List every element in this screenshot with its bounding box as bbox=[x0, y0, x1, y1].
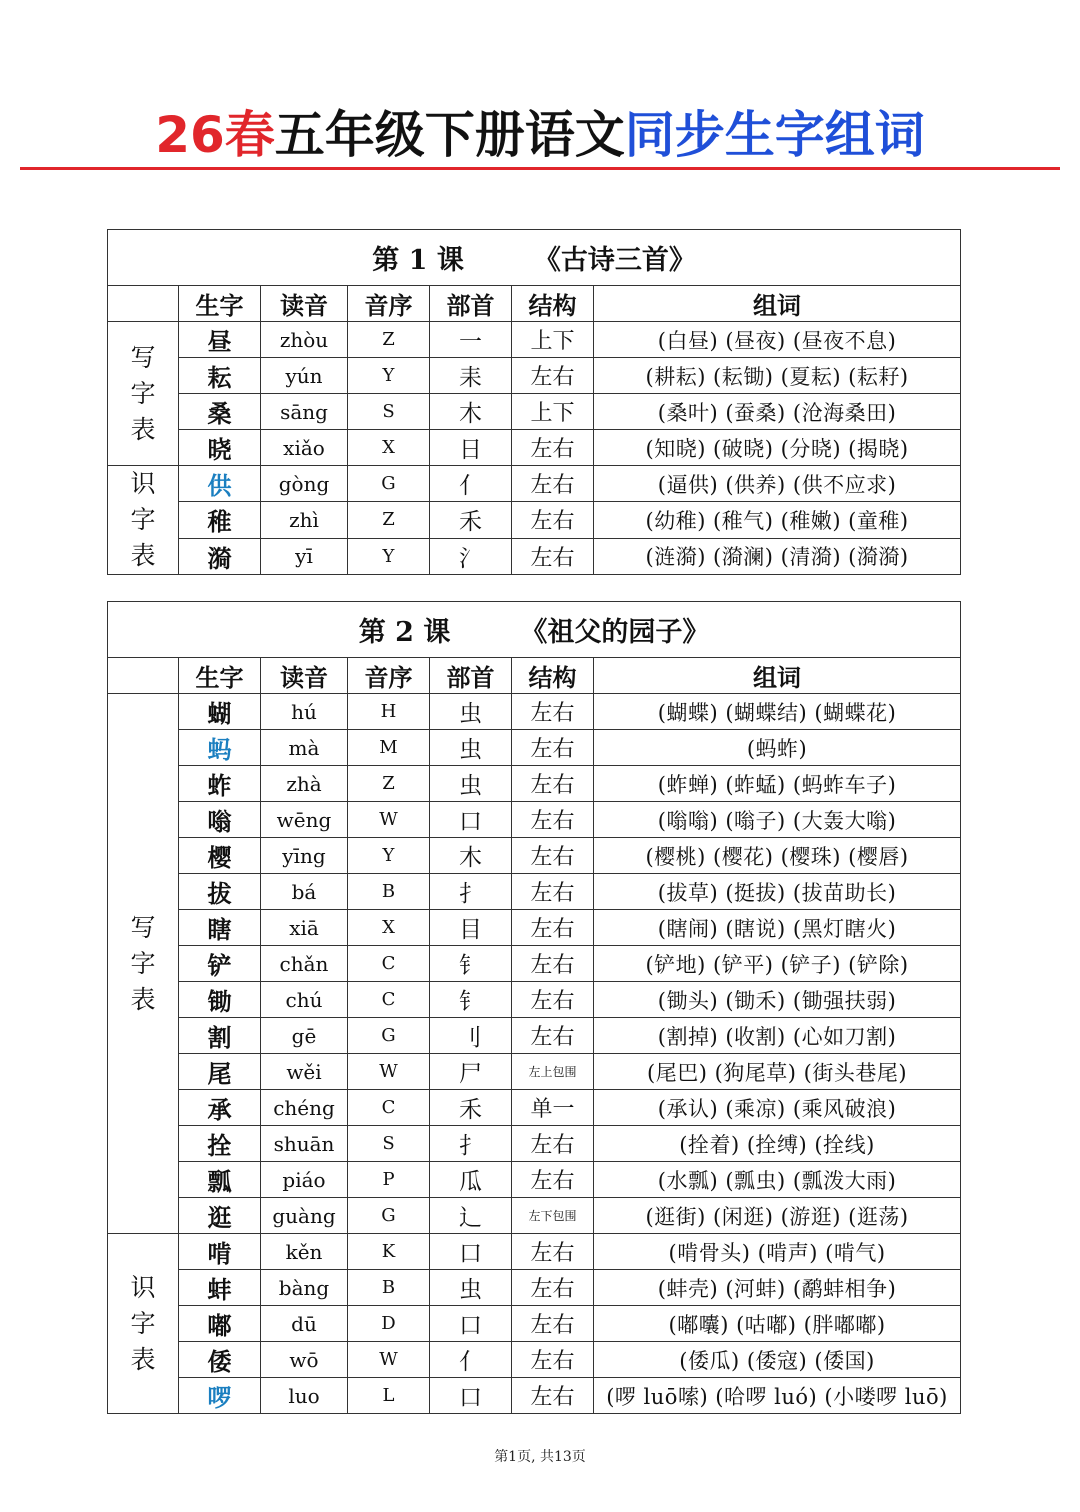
radical-cell: 辶 bbox=[430, 1198, 512, 1234]
group-label-char: 写 bbox=[130, 912, 156, 942]
radical-cell: 虫 bbox=[430, 766, 512, 802]
pinyin-cell: gòng bbox=[261, 466, 348, 502]
character-cell: 蚌 bbox=[179, 1270, 261, 1306]
table-row bbox=[108, 322, 961, 358]
table-row bbox=[108, 394, 961, 430]
column-header: 生字 bbox=[179, 286, 261, 322]
sequence-cell: L bbox=[348, 1378, 430, 1414]
pinyin-cell: luo bbox=[261, 1378, 348, 1414]
pinyin-cell: dū bbox=[261, 1306, 348, 1342]
lesson-caption bbox=[108, 602, 961, 658]
table-row bbox=[108, 910, 961, 946]
sequence-cell: X bbox=[348, 910, 430, 946]
radical-cell: 瓜 bbox=[430, 1162, 512, 1198]
page-title bbox=[0, 100, 1080, 170]
structure-cell: 上下 bbox=[512, 394, 594, 430]
words-cell: (蚌壳) (河蚌) (鹬蚌相争) bbox=[594, 1270, 961, 1306]
structure-cell: 左右 bbox=[512, 694, 594, 730]
table-row bbox=[108, 1126, 961, 1162]
pinyin-cell: yún bbox=[261, 358, 348, 394]
pinyin-cell: kěn bbox=[261, 1234, 348, 1270]
sequence-cell: Y bbox=[348, 838, 430, 874]
words-cell: (水瓢) (瓢虫) (瓢泼大雨) bbox=[594, 1162, 961, 1198]
radical-cell: 刂 bbox=[430, 1018, 512, 1054]
character-cell: 稚 bbox=[179, 502, 261, 538]
group-label-char: 写 bbox=[130, 342, 156, 372]
pinyin-cell: zhì bbox=[261, 502, 348, 538]
table-row bbox=[108, 538, 961, 574]
radical-cell: 亻 bbox=[430, 466, 512, 502]
structure-cell: 左右 bbox=[512, 1018, 594, 1054]
character-cell: 樱 bbox=[179, 838, 261, 874]
structure-cell: 左右 bbox=[512, 1126, 594, 1162]
column-header: 生字 bbox=[179, 658, 261, 694]
words-cell: (樱桃) (樱花) (樱珠) (樱唇) bbox=[594, 838, 961, 874]
words-cell: (嘟囔) (咕嘟) (胖嘟嘟) bbox=[594, 1306, 961, 1342]
structure-cell: 左上包围 bbox=[512, 1054, 594, 1090]
words-cell: (逼供) (供养) (供不应求) bbox=[594, 466, 961, 502]
sequence-cell: Z bbox=[348, 766, 430, 802]
sequence-cell: H bbox=[348, 694, 430, 730]
character-cell: 锄 bbox=[179, 982, 261, 1018]
character-cell: 拔 bbox=[179, 874, 261, 910]
character-cell: 逛 bbox=[179, 1198, 261, 1234]
column-header: 部首 bbox=[430, 286, 512, 322]
words-cell: (桑叶) (蚕桑) (沧海桑田) bbox=[594, 394, 961, 430]
sequence-cell: D bbox=[348, 1306, 430, 1342]
column-header: 组词 bbox=[594, 658, 961, 694]
table-row bbox=[108, 502, 961, 538]
pinyin-cell: xiǎo bbox=[261, 430, 348, 466]
words-cell: (蝴蝶) (蝴蝶结) (蝴蝶花) bbox=[594, 694, 961, 730]
column-header: 结构 bbox=[512, 286, 594, 322]
structure-cell: 左右 bbox=[512, 466, 594, 502]
words-cell: (承认) (乘凉) (乘风破浪) bbox=[594, 1090, 961, 1126]
table-row bbox=[108, 1054, 961, 1090]
structure-cell: 左右 bbox=[512, 1270, 594, 1306]
structure-cell: 单一 bbox=[512, 1090, 594, 1126]
words-cell: (知晓) (破晓) (分晓) (揭晓) bbox=[594, 430, 961, 466]
words-cell: (啰 luō嗦) (哈啰 luó) (小喽啰 luō) bbox=[594, 1378, 961, 1414]
words-cell: (耕耘) (耘锄) (夏耘) (耘耔) bbox=[594, 358, 961, 394]
character-cell: 晓 bbox=[179, 430, 261, 466]
lesson-table-1 bbox=[107, 229, 961, 575]
radical-cell: 虫 bbox=[430, 1270, 512, 1306]
pinyin-cell: wō bbox=[261, 1342, 348, 1378]
table-row bbox=[108, 766, 961, 802]
character-cell: 拴 bbox=[179, 1126, 261, 1162]
sequence-cell: B bbox=[348, 874, 430, 910]
group-label bbox=[108, 694, 179, 1234]
table-row bbox=[108, 1090, 961, 1126]
lesson-number: 第 2 课 bbox=[358, 617, 451, 648]
title-part-red: 26春 bbox=[155, 106, 275, 164]
character-cell: 割 bbox=[179, 1018, 261, 1054]
words-cell: (蚱蝉) (蚱蜢) (蚂蚱车子) bbox=[594, 766, 961, 802]
radical-cell: 氵 bbox=[430, 538, 512, 574]
radical-cell: 扌 bbox=[430, 874, 512, 910]
character-cell: 蚂 bbox=[179, 730, 261, 766]
pinyin-cell: zhà bbox=[261, 766, 348, 802]
structure-cell: 左右 bbox=[512, 1234, 594, 1270]
sequence-cell: G bbox=[348, 1198, 430, 1234]
structure-cell: 左右 bbox=[512, 538, 594, 574]
words-cell: (拴着) (拴缚) (拴线) bbox=[594, 1126, 961, 1162]
sequence-cell: C bbox=[348, 1090, 430, 1126]
sequence-cell: Z bbox=[348, 322, 430, 358]
words-cell: (尾巴) (狗尾草) (街头巷尾) bbox=[594, 1054, 961, 1090]
structure-cell: 左右 bbox=[512, 1306, 594, 1342]
group-label bbox=[108, 322, 179, 466]
pinyin-cell: bá bbox=[261, 874, 348, 910]
title-part-blue: 同步生字组词 bbox=[624, 106, 925, 164]
title-part-black: 五年级下册语文 bbox=[274, 106, 625, 164]
character-cell: 啰 bbox=[179, 1378, 261, 1414]
header-blank bbox=[108, 286, 179, 322]
words-cell: (割掉) (收割) (心如刀割) bbox=[594, 1018, 961, 1054]
structure-cell: 左右 bbox=[512, 802, 594, 838]
pinyin-cell: shuān bbox=[261, 1126, 348, 1162]
radical-cell: 虫 bbox=[430, 694, 512, 730]
radical-cell: 钅 bbox=[430, 946, 512, 982]
words-cell: (铲地) (铲平) (铲子) (铲除) bbox=[594, 946, 961, 982]
radical-cell: 扌 bbox=[430, 1126, 512, 1162]
character-cell: 啃 bbox=[179, 1234, 261, 1270]
radical-cell: 木 bbox=[430, 394, 512, 430]
table-row bbox=[108, 1198, 961, 1234]
sequence-cell: Z bbox=[348, 502, 430, 538]
sequence-cell: C bbox=[348, 946, 430, 982]
words-cell: (锄头) (锄禾) (锄强扶弱) bbox=[594, 982, 961, 1018]
words-cell: (幼稚) (稚气) (稚嫩) (童稚) bbox=[594, 502, 961, 538]
table-row bbox=[108, 730, 961, 766]
table-row bbox=[108, 1378, 961, 1414]
character-cell: 耘 bbox=[179, 358, 261, 394]
words-cell: (逛街) (闲逛) (游逛) (逛荡) bbox=[594, 1198, 961, 1234]
radical-cell: 禾 bbox=[430, 1090, 512, 1126]
sequence-cell: Y bbox=[348, 358, 430, 394]
structure-cell: 左右 bbox=[512, 1378, 594, 1414]
sequence-cell: G bbox=[348, 1018, 430, 1054]
structure-cell: 左右 bbox=[512, 910, 594, 946]
lesson-table-2 bbox=[107, 601, 961, 1414]
words-cell: (涟漪) (漪澜) (清漪) (漪漪) bbox=[594, 538, 961, 574]
column-header: 读音 bbox=[261, 286, 348, 322]
sequence-cell: Y bbox=[348, 538, 430, 574]
group-label-char: 表 bbox=[130, 984, 156, 1014]
character-cell: 供 bbox=[179, 466, 261, 502]
character-cell: 瞎 bbox=[179, 910, 261, 946]
table-row bbox=[108, 1234, 961, 1270]
column-header: 结构 bbox=[512, 658, 594, 694]
group-label bbox=[108, 1234, 179, 1414]
title-underline bbox=[20, 167, 1060, 170]
pinyin-cell: zhòu bbox=[261, 322, 348, 358]
pinyin-cell: guàng bbox=[261, 1198, 348, 1234]
table-row bbox=[108, 1270, 961, 1306]
radical-cell: 目 bbox=[430, 910, 512, 946]
sequence-cell: C bbox=[348, 982, 430, 1018]
group-label bbox=[108, 466, 179, 575]
structure-cell: 左右 bbox=[512, 1342, 594, 1378]
table-row bbox=[108, 694, 961, 730]
pinyin-cell: yī bbox=[261, 538, 348, 574]
sequence-cell: W bbox=[348, 1054, 430, 1090]
radical-cell: 一 bbox=[430, 322, 512, 358]
column-header: 组词 bbox=[594, 286, 961, 322]
structure-cell: 上下 bbox=[512, 322, 594, 358]
pinyin-cell: wēng bbox=[261, 802, 348, 838]
character-cell: 漪 bbox=[179, 538, 261, 574]
radical-cell: 口 bbox=[430, 1378, 512, 1414]
group-label-char: 识 bbox=[130, 469, 156, 498]
structure-cell: 左右 bbox=[512, 502, 594, 538]
character-cell: 倭 bbox=[179, 1342, 261, 1378]
character-cell: 铲 bbox=[179, 946, 261, 982]
character-cell: 蝴 bbox=[179, 694, 261, 730]
radical-cell: 木 bbox=[430, 838, 512, 874]
pinyin-cell: chǎn bbox=[261, 946, 348, 982]
group-label-char: 字 bbox=[130, 378, 156, 408]
table-row bbox=[108, 1342, 961, 1378]
group-label-char: 字 bbox=[130, 505, 156, 534]
pinyin-cell: chéng bbox=[261, 1090, 348, 1126]
sequence-cell: G bbox=[348, 466, 430, 502]
table-row bbox=[108, 1306, 961, 1342]
structure-cell: 左右 bbox=[512, 874, 594, 910]
radical-cell: 禾 bbox=[430, 502, 512, 538]
table-row bbox=[108, 838, 961, 874]
lesson-number: 第 1 课 bbox=[372, 245, 464, 276]
header-blank bbox=[108, 658, 179, 694]
character-cell: 承 bbox=[179, 1090, 261, 1126]
radical-cell: 口 bbox=[430, 802, 512, 838]
words-cell: (嗡嗡) (嗡子) (大轰大嗡) bbox=[594, 802, 961, 838]
structure-cell: 左右 bbox=[512, 946, 594, 982]
sequence-cell: S bbox=[348, 1126, 430, 1162]
lesson-caption bbox=[108, 230, 961, 286]
radical-cell: 口 bbox=[430, 1234, 512, 1270]
character-cell: 嗡 bbox=[179, 802, 261, 838]
pinyin-cell: piáo bbox=[261, 1162, 348, 1198]
column-header: 音序 bbox=[348, 658, 430, 694]
structure-cell: 左右 bbox=[512, 430, 594, 466]
group-label-char: 识 bbox=[130, 1272, 156, 1302]
pinyin-cell: bàng bbox=[261, 1270, 348, 1306]
structure-cell: 左右 bbox=[512, 1162, 594, 1198]
structure-cell: 左右 bbox=[512, 838, 594, 874]
structure-cell: 左右 bbox=[512, 358, 594, 394]
pinyin-cell: gē bbox=[261, 1018, 348, 1054]
pinyin-cell: chú bbox=[261, 982, 348, 1018]
pinyin-cell: mà bbox=[261, 730, 348, 766]
column-header: 部首 bbox=[430, 658, 512, 694]
group-label-char: 字 bbox=[130, 1308, 156, 1338]
sequence-cell: W bbox=[348, 802, 430, 838]
character-cell: 尾 bbox=[179, 1054, 261, 1090]
table-row bbox=[108, 874, 961, 910]
words-cell: (白昼) (昼夜) (昼夜不息) bbox=[594, 322, 961, 358]
pinyin-cell: wěi bbox=[261, 1054, 348, 1090]
structure-cell: 左右 bbox=[512, 766, 594, 802]
character-cell: 瓢 bbox=[179, 1162, 261, 1198]
lesson-name: 《古诗三首》 bbox=[533, 245, 696, 276]
table-row bbox=[108, 946, 961, 982]
sequence-cell: P bbox=[348, 1162, 430, 1198]
radical-cell: 钅 bbox=[430, 982, 512, 1018]
structure-cell: 左下包围 bbox=[512, 1198, 594, 1234]
radical-cell: 口 bbox=[430, 1306, 512, 1342]
words-cell: (拔草) (挺拔) (拔苗助长) bbox=[594, 874, 961, 910]
table-row bbox=[108, 1018, 961, 1054]
table-row bbox=[108, 1162, 961, 1198]
lesson-name: 《祖父的园子》 bbox=[520, 617, 710, 648]
sequence-cell: S bbox=[348, 394, 430, 430]
radical-cell: 尸 bbox=[430, 1054, 512, 1090]
structure-cell: 左右 bbox=[512, 730, 594, 766]
sequence-cell: X bbox=[348, 430, 430, 466]
character-cell: 嘟 bbox=[179, 1306, 261, 1342]
character-cell: 桑 bbox=[179, 394, 261, 430]
group-label-char: 表 bbox=[130, 414, 156, 444]
radical-cell: 耒 bbox=[430, 358, 512, 394]
column-header: 读音 bbox=[261, 658, 348, 694]
table-row bbox=[108, 358, 961, 394]
table-row bbox=[108, 802, 961, 838]
sequence-cell: W bbox=[348, 1342, 430, 1378]
character-cell: 蚱 bbox=[179, 766, 261, 802]
table-row bbox=[108, 430, 961, 466]
structure-cell: 左右 bbox=[512, 982, 594, 1018]
page-footer: 第1页, 共13页 bbox=[494, 1449, 586, 1465]
pinyin-cell: hú bbox=[261, 694, 348, 730]
pinyin-cell: sāng bbox=[261, 394, 348, 430]
words-cell: (啃骨头) (啃声) (啃气) bbox=[594, 1234, 961, 1270]
group-label-char: 字 bbox=[130, 948, 156, 978]
group-label-char: 表 bbox=[130, 1344, 156, 1374]
sequence-cell: K bbox=[348, 1234, 430, 1270]
pinyin-cell: yīng bbox=[261, 838, 348, 874]
pinyin-cell: xiā bbox=[261, 910, 348, 946]
radical-cell: 虫 bbox=[430, 730, 512, 766]
group-label-char: 表 bbox=[130, 541, 156, 570]
sequence-cell: B bbox=[348, 1270, 430, 1306]
table-row bbox=[108, 982, 961, 1018]
table-row bbox=[108, 466, 961, 502]
words-cell: (倭瓜) (倭寇) (倭国) bbox=[594, 1342, 961, 1378]
radical-cell: 亻 bbox=[430, 1342, 512, 1378]
words-cell: (瞎闹) (瞎说) (黑灯瞎火) bbox=[594, 910, 961, 946]
column-header: 音序 bbox=[348, 286, 430, 322]
sequence-cell: M bbox=[348, 730, 430, 766]
words-cell: (蚂蚱) bbox=[594, 730, 961, 766]
radical-cell: 日 bbox=[430, 430, 512, 466]
character-cell: 昼 bbox=[179, 322, 261, 358]
